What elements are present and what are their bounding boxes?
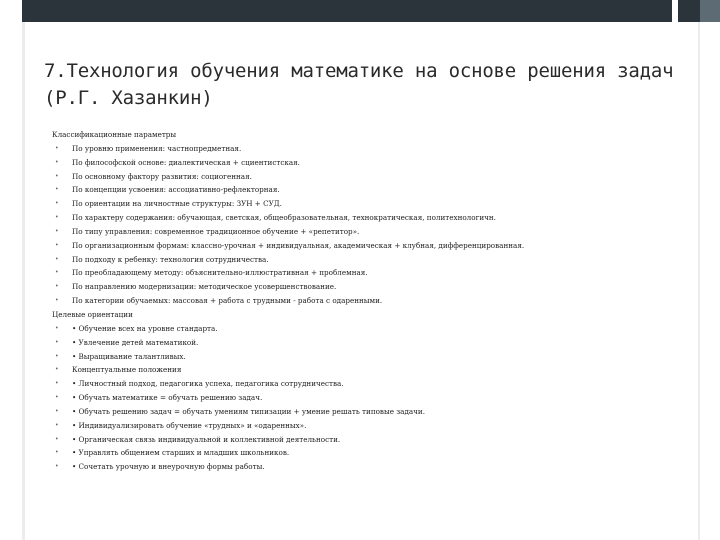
list-item: [52, 225, 692, 239]
bullet-icon: •: [55, 338, 59, 346]
bullet-icon: •: [55, 394, 59, 402]
slide-title: 7.Технология обучения математике на основе решения задач (Р.Г. Хазанкин): [44, 60, 674, 109]
bullet-icon: •: [55, 352, 59, 360]
bullet-icon: •: [55, 435, 59, 443]
right-border-line: [698, 22, 700, 540]
section-heading-concepts-row: [52, 363, 692, 377]
bullet-icon: •: [55, 366, 59, 374]
classification-item-text: По подходу к ребенку: технология сотрудничества.: [72, 254, 269, 264]
list-item: [52, 460, 692, 474]
section-heading-concepts: Концептуальные положения: [72, 365, 182, 375]
list-item: [52, 419, 692, 433]
top-decor-bar: [22, 0, 700, 22]
goal-item-text: • Выращивание талантливых.: [72, 351, 186, 361]
bullet-icon: •: [55, 241, 59, 249]
section-heading-classification-row: [52, 128, 692, 142]
bullet-icon: •: [55, 324, 59, 332]
bullet-icon: •: [55, 449, 59, 457]
list-item: [52, 253, 692, 267]
section-heading-goals-row: [52, 308, 692, 322]
list-item: [52, 433, 692, 447]
list-item: [52, 377, 692, 391]
concept-item-text: • Обучать решению задач = обучать умениям типизации + умение решать типовые задачи.: [72, 406, 425, 416]
concept-item-text: • Управлять общением старших и младших школьников.: [72, 448, 290, 458]
bullet-icon: •: [55, 214, 59, 222]
classification-item-text: По категории обучаемых: массовая + работа с трудными - работа с одаренными.: [72, 296, 383, 306]
bullet-icon: •: [55, 144, 59, 152]
bullet-icon: •: [55, 255, 59, 263]
list-item: [52, 405, 692, 419]
section-heading-classification: Классификационные параметры: [52, 130, 177, 139]
classification-item-text: По направлению модернизации: методическое усовершенствование.: [72, 282, 337, 292]
list-item: [52, 239, 692, 253]
list-item: [52, 446, 692, 460]
bullet-icon: •: [55, 380, 59, 388]
bullet-icon: •: [55, 200, 59, 208]
bullet-icon: •: [55, 421, 59, 429]
bullet-icon: •: [55, 158, 59, 166]
list-item: [52, 142, 692, 156]
classification-item-text: По основному фактору развития: социогенная.: [72, 171, 252, 181]
classification-item-text: По концепции усвоения: ассоциативно-рефлекторная.: [72, 185, 280, 195]
concept-item-text: • Сочетать урочную и внеурочную формы работы.: [72, 462, 265, 472]
list-item: [52, 266, 692, 280]
list-item: [52, 322, 692, 336]
list-item: [52, 170, 692, 184]
classification-item-text: По философской основе: диалектическая + сциентистская.: [72, 157, 300, 167]
list-item: [52, 183, 692, 197]
top-decor-bar-accent: [700, 0, 720, 22]
bullet-icon: •: [55, 227, 59, 235]
list-item: [52, 336, 692, 350]
goal-item-text: • Обучение всех на уровне стандарта.: [72, 323, 218, 333]
slide-body: [52, 128, 692, 474]
bullet-icon: •: [55, 186, 59, 194]
list-item: [52, 211, 692, 225]
bullet-icon: •: [55, 269, 59, 277]
section-heading-goals: Целевые ориентации: [52, 309, 133, 319]
bullet-icon: •: [55, 172, 59, 180]
list-item: [52, 350, 692, 364]
list-item: [52, 280, 692, 294]
concept-item-text: • Личностный подход, педагогика успеха, педагогика сотрудничества.: [72, 379, 344, 389]
classification-item-text: По ориентации на личностные структуры: ЗУН + СУД.: [72, 199, 282, 209]
classification-item-text: По типу управления: современное традиционное обучение + «репетитор».: [72, 226, 360, 236]
top-decor-gap: [672, 0, 678, 22]
list-item: [52, 391, 692, 405]
concept-item-text: • Органическая связь индивидуальной и коллективной деятельности.: [72, 434, 341, 444]
list-item: [52, 156, 692, 170]
concept-item-text: • Обучать математике = обучать решению задач.: [72, 393, 263, 403]
list-item: [52, 197, 692, 211]
bullet-icon: •: [55, 463, 59, 471]
classification-item-text: По преобладающему методу: объяснительно-иллюстративная + проблемная.: [72, 268, 368, 278]
bullet-icon: •: [55, 297, 59, 305]
classification-item-text: По характеру содержания: обучающая, светская, общеобразовательная, технократическая, политехнологичн.: [72, 213, 496, 223]
classification-item-text: По уровню применения: частнопредметная.: [72, 143, 242, 153]
left-border-line: [22, 22, 25, 540]
concept-item-text: • Индивидуализировать обучение «трудных» и «одаренных».: [72, 420, 307, 430]
classification-item-text: По организационным формам: классно-урочная + индивидуальная, академическая + клубная, дифференцированная.: [72, 240, 525, 250]
list-item: [52, 294, 692, 308]
goal-item-text: • Увлечение детей математикой.: [72, 337, 199, 347]
bullet-icon: •: [55, 283, 59, 291]
bullet-icon: •: [55, 407, 59, 415]
